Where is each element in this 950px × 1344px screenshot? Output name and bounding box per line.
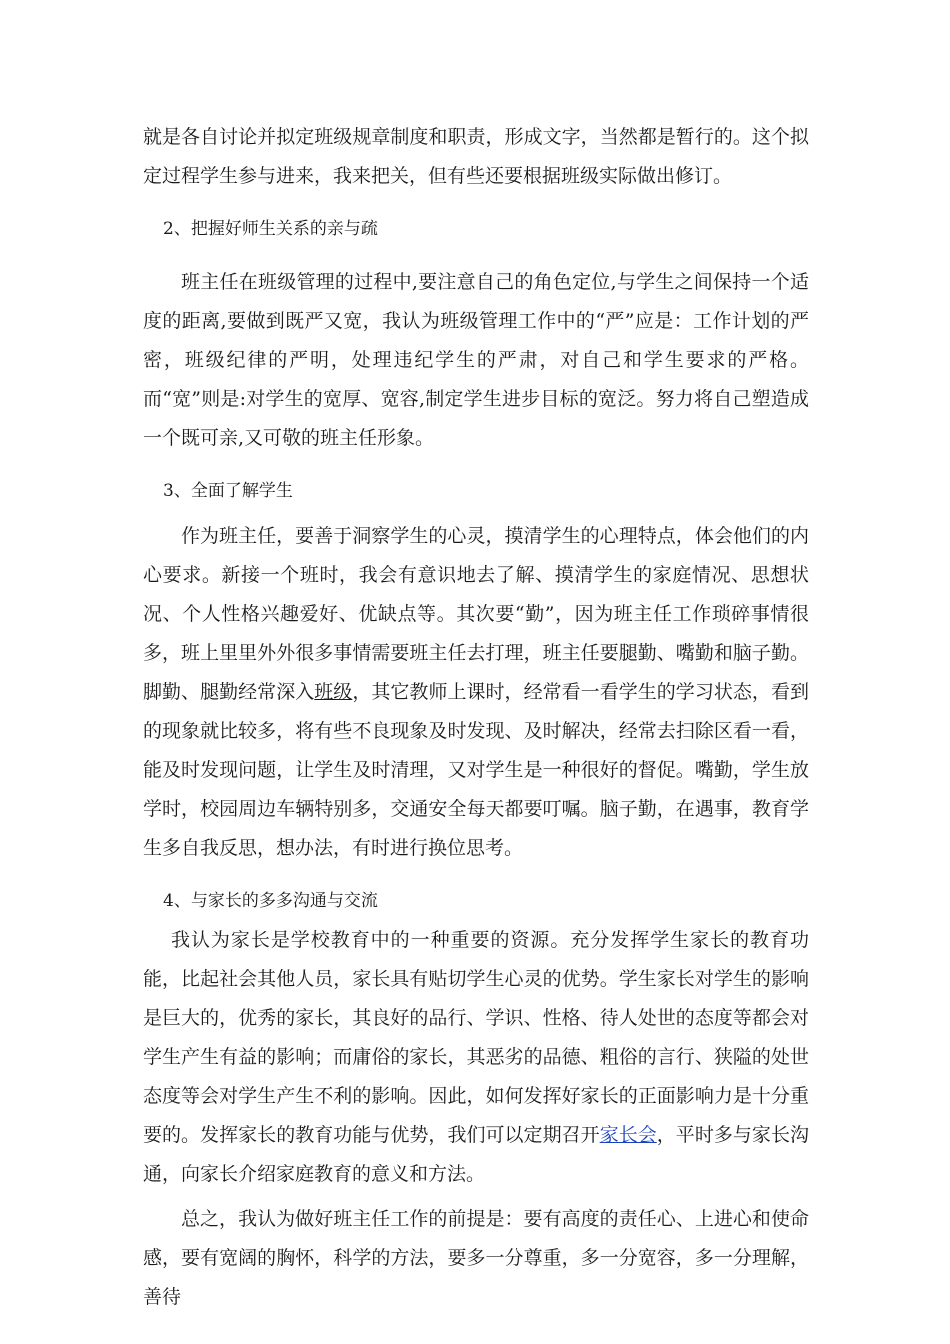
paragraph-understand-students	[143, 517, 809, 868]
paragraph-parent-communication	[143, 921, 809, 1194]
section-heading-3: 3、全面了解学生	[163, 481, 293, 501]
paragraph-text: ，平时多与家长沟通，向家长介绍家庭教育的意义和方法。	[143, 1124, 809, 1185]
paragraph-continuation: 就是各自讨论并拟定班级规章制度和职责，形成文字，当然都是暂行的。这个拟定过程学生参与进来，我来把关，但有些还要根据班级实际做出修订。	[143, 126, 809, 187]
paragraph-text: 作为班主任，要善于洞察学生的心灵，摸清学生的心理特点，体会他们的内心要求。新接一个班时，我会有意识地去了解、摸清学生的家庭情况、思想状况、个人性格兴趣爱好、优缺点等。其次要“勤”，因为班主任工作琐碎事情很多，班上里里外外很多事情需要班主任去打理，班主任要腿勤、嘴勤和脑子勤。脚勤、腿勤经常深入	[143, 525, 809, 703]
section-heading-2: 2、把握好师生关系的亲与疏	[163, 219, 378, 239]
paragraph-teacher-student-relationship: 班主任在班级管理的过程中,要注意自己的角色定位,与学生之间保持一个适度的距离,要做到既严又宽，我认为班级管理工作中的“严”应是：工作计划的严密，班级纪律的严明，处理违纪学生的严肃，对自己和学生要求的严格。而“宽”则是:对学生的宽厚、宽容,制定学生进步目标的宽泛。努力将自己塑造成一个既可亲,又可敬的班主任形象。	[143, 271, 809, 449]
document-page	[143, 118, 809, 1317]
paragraph-conclusion: 总之，我认为做好班主任工作的前提是：要有高度的责任心、上进心和使命感，要有宽阔的胸怀，科学的方法，要多一分尊重，多一分宽容，多一分理解，善待	[143, 1208, 809, 1308]
paragraph-text: ，其它教师上课时，经常看一看学生的学习状态，看到的现象就比较多，将有些不良现象及时发现、及时解决，经常去扫除区看一看，能及时发现问题，让学生及时清理，又对学生是一种很好的督促。嘴勤，学生放学时，校园周边车辆特别多，交通安全每天都要叮嘱。脑子勤，在遇事，教育学生多自我反思，想办法，有时进行换位思考。	[143, 681, 809, 859]
paragraph-text: 我认为家长是学校教育中的一种重要的资源。充分发挥学生家长的教育功能，比起社会其他人员，家长具有贴切学生心灵的优势。学生家长对学生的影响是巨大的，优秀的家长，其良好的品行、学识、性格、待人处世的态度等都会对学生产生有益的影响；而庸俗的家长，其恶劣的品德、粗俗的言行、狭隘的处世态度等会对学生产生不利的影响。因此，如何发挥好家长的正面影响力是十分重要的。发挥家长的教育功能与优势，我们可以定期召开	[143, 929, 809, 1146]
section-heading-4: 4、与家长的多多沟通与交流	[163, 891, 378, 911]
link-parent-meeting[interactable]: 家长会	[599, 1124, 657, 1146]
link-class[interactable]: 班级	[314, 681, 353, 703]
